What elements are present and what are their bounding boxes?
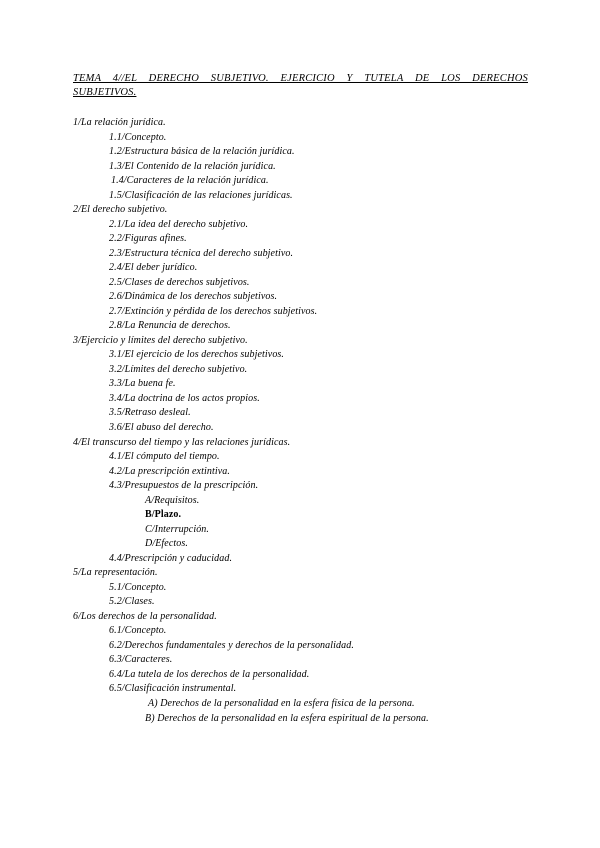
outline-item: 4.3/Presupuestos de la prescripción. — [109, 480, 259, 491]
section-heading: 4/El transcurso del tiempo y las relaciones jurídicas. — [73, 437, 291, 448]
outline-item: 5.2/Clases. — [109, 596, 155, 607]
section-heading: 5/La representación. — [73, 567, 158, 578]
outline-item: 2.2/Figuras afines. — [109, 233, 187, 244]
outline-item: 3.2/Límites del derecho subjetivo. — [109, 364, 248, 375]
outline-item: 6.3/Caracteres. — [109, 654, 173, 665]
outline-item: 2.7/Extinción y pérdida de los derechos subjetivos. — [109, 306, 318, 317]
outline-subitem: A/Requisitos. — [145, 495, 200, 506]
document-title: TEMA 4//EL DERECHO SUBJETIVO. EJERCICIO Y TUTELA DE LOS DERECHOS SUBJETIVOS. — [73, 73, 528, 98]
outline-item: 1.3/El Contenido de la relación jurídica. — [109, 161, 276, 172]
outline-item: 2.6/Dinámica de los derechos subjetivos. — [109, 291, 278, 302]
outline-item: 1.4/Caracteres de la relación jurídica. — [111, 175, 269, 186]
outline-subitem: C/Interrupción. — [145, 524, 209, 535]
outline-item: 1.2/Estructura básica de la relación jurídica. — [109, 146, 295, 157]
outline-item: 6.5/Clasificación instrumental. — [109, 683, 237, 694]
outline-item: 6.1/Concepto. — [109, 625, 167, 636]
outline-item: 3.3/La buena fe. — [109, 378, 176, 389]
outline-item: 4.4/Prescripción y caducidad. — [109, 553, 233, 564]
outline-item: 2.8/La Renuncia de derechos. — [109, 320, 231, 331]
outline-subitem: D/Efectos. — [145, 538, 188, 549]
outline-item: 2.1/La idea del derecho subjetivo. — [109, 219, 249, 230]
outline-item: 4.1/El cómputo del tiempo. — [109, 451, 220, 462]
outline-item: 1.1/Concepto. — [109, 132, 167, 143]
outline-item: 3.1/El ejercicio de los derechos subjetivos. — [109, 349, 285, 360]
section-heading: 2/El derecho subjetivo. — [73, 204, 168, 215]
outline-item: 3.4/La doctrina de los actos propios. — [109, 393, 260, 404]
outline-item: 1.5/Clasificación de las relaciones jurídicas. — [109, 190, 293, 201]
outline-item: 2.4/El deber jurídico. — [109, 262, 198, 273]
outline-subitem: B) Derechos de la personalidad en la esfera espiritual de la persona. — [145, 713, 429, 724]
outline-item: 5.1/Concepto. — [109, 582, 167, 593]
outline-item: 6.4/La tutela de los derechos de la personalidad. — [109, 669, 310, 680]
outline-item: 3.6/El abuso del derecho. — [109, 422, 214, 433]
outline-item: 2.3/Estructura técnica del derecho subjetivo. — [109, 248, 294, 259]
outline-subitem: B/Plazo. — [145, 509, 182, 520]
outline-item: 2.5/Clases de derechos subjetivos. — [109, 277, 250, 288]
outline-item: 6.2/Derechos fundamentales y derechos de la personalidad. — [109, 640, 354, 651]
section-heading: 1/La relación jurídica. — [73, 117, 166, 128]
outline-item: 4.2/La prescripción extintiva. — [109, 466, 230, 477]
section-heading: 6/Los derechos de la personalidad. — [73, 611, 217, 622]
section-heading: 3/Ejercicio y límites del derecho subjetivo. — [73, 335, 248, 346]
outline-subitem: A) Derechos de la personalidad en la esfera física de la persona. — [148, 698, 415, 709]
outline-item: 3.5/Retraso desleal. — [109, 407, 191, 418]
